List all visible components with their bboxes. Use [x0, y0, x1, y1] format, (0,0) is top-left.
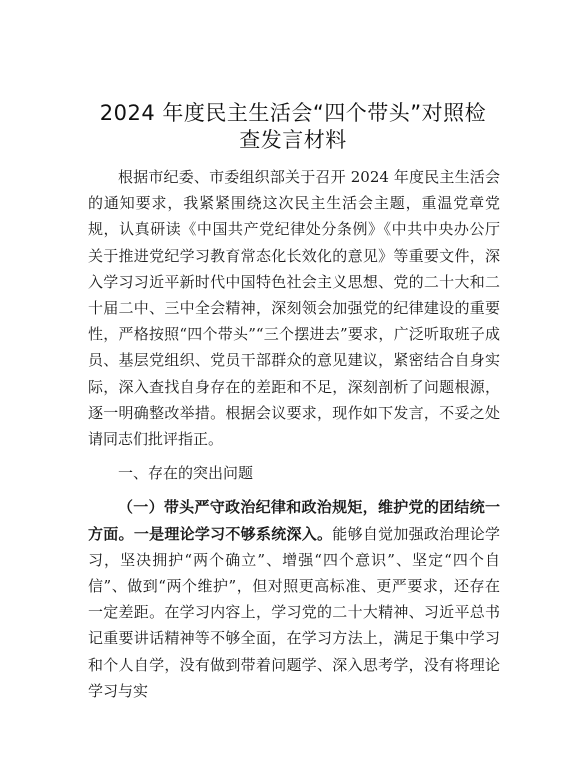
- paragraph-text: 能够自觉加强政治理论学习，坚决拥护“两个确立”、增强“四个意识”、坚定“四个自信”、做到“两个维护”，但对照更高标准、更严要求，还存在一定差距。在学习内容上，学习党的二十大精神、习近平总书记重要讲话精神等不够全面，在学习方法上，满足于集中学习和个人自学，没有做到带着问题学、深入思考学，没有将理论学习与实: [88, 524, 500, 700]
- section-paragraph: [88, 494, 500, 704]
- sub-heading: （一）带头严守政治纪律和政治规矩，维护党的团结统一方面。: [88, 498, 500, 543]
- point-lead: 一是理论学习不够系统深入。: [133, 524, 333, 543]
- intro-paragraph: 根据市纪委、市委组织部关于召开 2024 年度民主生活会的通知要求，我紧紧围绕这次民主生活会主题，重温党章党规，认真研读《中国共产党纪律处分条例》《中共中央办公厅关于推进党纪学习教育常态化长效化的意见》等重要文件，深入学习习近平新时代中国特色社会主义思想、党的二十大和二十届二中、三中全会精神，深刻领会加强党的纪律建设的重要性，严格按照“四个带头”“三个摆进去”要求，广泛听取班子成员、基层党组织、党员干部群众的意见建议，紧密结合自身实际，深入查找自身存在的差距和不足，深刻剖析了问题根源，逐一明确整改举措。根据会议要求，现作如下发言，不妥之处请同志们批评指正。: [88, 168, 500, 449]
- section-heading: 一、存在的突出问题: [118, 464, 254, 483]
- document-title: 2024 年度民主生活会“四个带头”对照检查发言材料: [99, 101, 487, 152]
- document-body: [88, 164, 500, 704]
